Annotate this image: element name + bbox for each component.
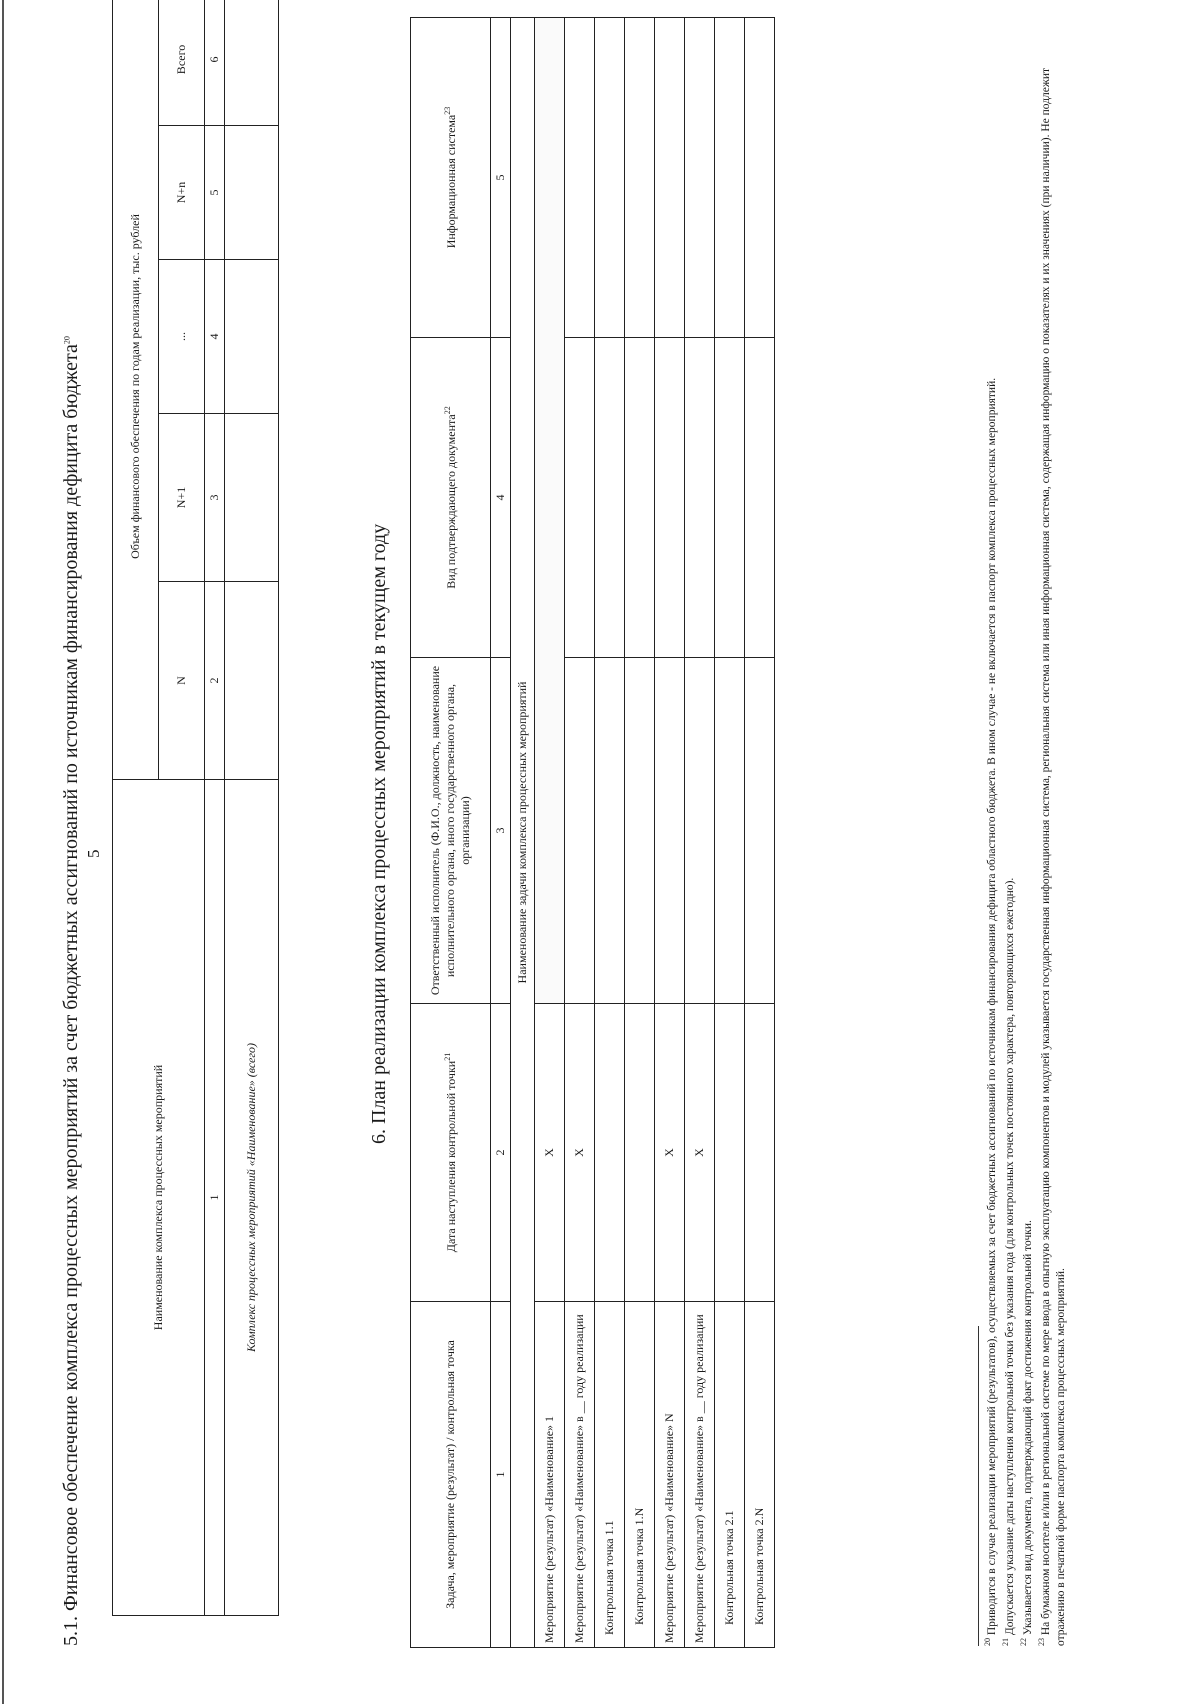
colnum-4: 4	[205, 260, 225, 414]
total-row-label: Комплекс процессных мероприятий «Наименование» (всего)	[225, 780, 279, 1616]
page-number: 5	[84, 849, 103, 858]
header-info-system-footnote: 23	[442, 106, 452, 115]
plan-column-numbers-row	[491, 18, 511, 1648]
footnote-text: Указывается вид документа, подтверждающий факт достижения контрольной точки.	[1021, 1220, 1034, 1636]
plan-colnum-1: 1	[491, 1302, 511, 1648]
financing-total-row	[225, 0, 279, 1616]
plan-row-document	[565, 338, 595, 658]
header-year-n: N	[159, 582, 205, 780]
colnum-5: 5	[205, 126, 225, 260]
plan-row-executor	[745, 658, 775, 1004]
plan-row-date: Х	[535, 1004, 565, 1302]
plan-row	[655, 18, 685, 1648]
plan-colnum-3: 3	[491, 658, 511, 1004]
header-document-text: Вид подтверждающего документа	[443, 414, 458, 589]
plan-row-label: Контрольная точка 1.1	[595, 1302, 625, 1648]
plan-row-date: Х	[655, 1004, 685, 1302]
plan-row-date: Х	[685, 1004, 715, 1302]
footnote-item	[1019, 26, 1036, 1646]
footnote-item	[1037, 26, 1069, 1646]
plan-row-executor	[625, 658, 655, 1004]
plan-row-label: Контрольная точка 2.N	[745, 1302, 775, 1648]
plan-row-label: Мероприятие (результат) «Наименование» 1	[535, 1302, 565, 1648]
footnote-text: На бумажном носителе и/или в региональной системе по мере ввода в опытную эксплуатацию компонентов и модулей указывается государственная информационная система, региональная система или иная информационная система, содержащая информацию о показателях и их значениях (при наличии). Не подлежит отражению в печатной форме паспорта комплекса процессных мероприятий.	[1039, 67, 1067, 1646]
financing-column-numbers-row	[205, 0, 225, 1616]
header-date-footnote: 21	[442, 1052, 452, 1061]
footnotes-rule	[978, 1326, 979, 1646]
header-total: Всего	[159, 0, 205, 126]
header-year-ellipsis: ...	[159, 260, 205, 414]
plan-row-info-system	[595, 18, 625, 338]
plan-header-row	[411, 18, 491, 1648]
plan-row	[715, 18, 745, 1648]
footnote-item	[1001, 26, 1018, 1646]
footnote-number: 20	[983, 1638, 992, 1646]
plan-row-executor	[655, 658, 685, 1004]
header-date	[411, 1004, 491, 1302]
header-date-text: Дата наступления контрольной точки	[443, 1060, 458, 1253]
footnotes-list	[983, 26, 1069, 1646]
total-cell-ellipsis	[225, 260, 279, 414]
header-complex-name: Наименование комплекса процессных мероприятий	[113, 780, 205, 1616]
footnote-text: Допускается указание даты наступления контрольной точки без указания года (для контрольных точек постоянного характера, повторяющихся ежегодно).	[1003, 877, 1016, 1636]
colnum-2: 2	[205, 582, 225, 780]
plan-table	[410, 17, 775, 1648]
scan-edge-line	[2, 0, 4, 1704]
plan-row-info-system	[625, 18, 655, 338]
section-5-1-title-footnote: 20	[62, 336, 72, 345]
plan-colnum-4: 4	[491, 338, 511, 658]
plan-row-document	[685, 338, 715, 658]
plan-row-document	[625, 338, 655, 658]
plan-row-info-system	[685, 18, 715, 338]
header-document	[411, 338, 491, 658]
footnote-number: 22	[1019, 1638, 1028, 1646]
total-cell-n	[225, 582, 279, 780]
header-year-n-plus-1: N+1	[159, 414, 205, 582]
section-6-title: 6. План реализации комплекса процессных мероприятий в текущем году	[368, 523, 390, 1144]
plan-row-info-system	[565, 18, 595, 338]
colnum-1: 1	[205, 780, 225, 1616]
header-info-system-text: Информационная система	[443, 114, 458, 249]
plan-row-executor	[715, 658, 745, 1004]
plan-row-date: Х	[565, 1004, 595, 1302]
footnote-text: Приводится в случае реализации мероприятий (результатов), осуществляемых за счет бюджетных ассигнований по источникам финансирования дефицита областного бюджета. В ином случае - не включается в паспорт комплекса процессных мероприятий.	[985, 377, 998, 1636]
plan-row-info-system	[715, 18, 745, 338]
plan-row	[595, 18, 625, 1648]
plan-row	[685, 18, 715, 1648]
plan-row-date	[745, 1004, 775, 1302]
plan-row-date	[595, 1004, 625, 1302]
colnum-3: 3	[205, 414, 225, 582]
total-cell-n-plus-n	[225, 126, 279, 260]
plan-task-row	[511, 18, 535, 1648]
financing-table	[112, 0, 279, 1616]
total-cell-n-plus-1	[225, 414, 279, 582]
footnotes	[978, 26, 1070, 1646]
plan-row-document	[595, 338, 625, 658]
plan-row-document	[655, 338, 685, 658]
financing-header-row	[113, 0, 159, 1616]
plan-row-label: Мероприятие (результат) «Наименование» в __ году реализации	[565, 1302, 595, 1648]
plan-row-executor	[565, 658, 595, 1004]
plan-row	[565, 18, 595, 1648]
header-document-footnote: 22	[442, 406, 452, 415]
header-financing-volume: Объем финансового обеспечения по годам реализации, тыс. рублей	[113, 0, 159, 780]
header-task: Задача, мероприятие (результат) / контрольная точка	[411, 1302, 491, 1648]
plan-row-executor	[685, 658, 715, 1004]
plan-row-empty	[535, 18, 565, 1004]
plan-row-date	[715, 1004, 745, 1302]
footnote-number: 23	[1037, 1638, 1046, 1646]
plan-colnum-5: 5	[491, 18, 511, 338]
footnote-item	[983, 26, 1000, 1646]
plan-colnum-2: 2	[491, 1004, 511, 1302]
plan-row-info-system	[745, 18, 775, 338]
header-executor: Ответственный исполнитель (Ф.И.О., должность, наименование исполнительного органа, иного государственного органа, организации)	[411, 658, 491, 1004]
section-5-1-title-text: 5.1. Финансовое обеспечение комплекса процессных мероприятий за счет бюджетных ассигнований по источникам финансирования дефицита бюджета	[60, 344, 82, 1646]
plan-row-info-system	[655, 18, 685, 338]
plan-row-document	[745, 338, 775, 658]
plan-row-date	[625, 1004, 655, 1302]
plan-row	[745, 18, 775, 1648]
total-cell-all	[225, 0, 279, 126]
header-info-system	[411, 18, 491, 338]
plan-row-label: Мероприятие (результат) «Наименование» в __ году реализации	[685, 1302, 715, 1648]
plan-row-label: Контрольная точка 2.1	[715, 1302, 745, 1648]
section-5-1-title	[60, 336, 83, 1646]
task-name: Наименование задачи комплекса процессных мероприятий	[511, 18, 535, 1648]
colnum-6: 6	[205, 0, 225, 126]
plan-body	[535, 18, 775, 1648]
footnote-number: 21	[1001, 1638, 1010, 1646]
header-year-n-plus-n: N+n	[159, 126, 205, 260]
plan-row	[625, 18, 655, 1648]
plan-row	[535, 18, 565, 1648]
plan-row-executor	[595, 658, 625, 1004]
plan-row-document	[715, 338, 745, 658]
plan-row-label: Мероприятие (результат) «Наименование» N	[655, 1302, 685, 1648]
plan-row-label: Контрольная точка 1.N	[625, 1302, 655, 1648]
